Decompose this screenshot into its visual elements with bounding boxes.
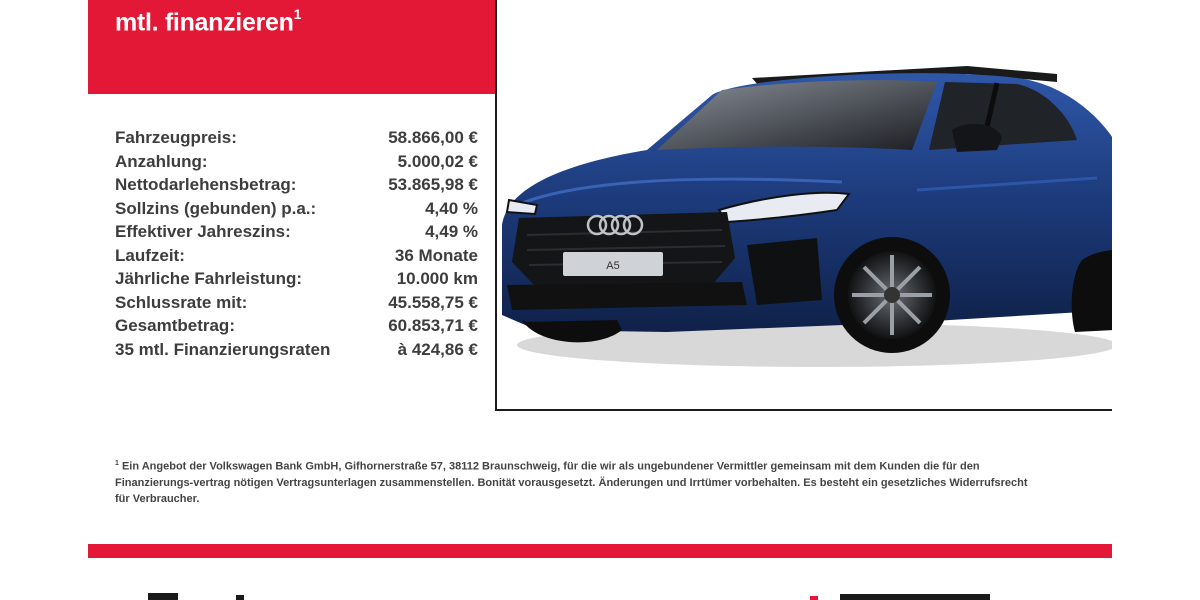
table-row	[115, 175, 478, 199]
row-value: 60.853,71 €	[388, 316, 478, 335]
table-row	[115, 199, 478, 223]
row-value: 4,49 %	[425, 222, 478, 241]
title-text: mtl. finanzieren	[115, 8, 294, 37]
windshield	[657, 80, 937, 150]
car-illustration	[497, 0, 1112, 411]
row-label: Fahrzeugpreis:	[115, 128, 237, 147]
row-value: 53.865,98 €	[388, 175, 478, 194]
row-label: Laufzeit:	[115, 245, 185, 265]
table-row	[115, 269, 478, 293]
footnote	[115, 456, 1035, 507]
row-value: 5.000,02 €	[397, 151, 478, 171]
footnote-text: Ein Angebot der Volkswagen Bank GmbH, Gifhornerstraße 57, 38112 Braunschweig, für die wir als ungebundener Vermittler gemeinsam mit dem Kunden die für den Finanzierungs-vertrag nötigen Vertragsunterlagen zusammenstellen. Bonität vorausgesetzt. Änderungen und Irrtümer vorbehalten. Es besteht ein gesetzliches Widerrufsrecht für Verbraucher.	[115, 460, 1028, 505]
table-row	[115, 222, 478, 246]
table-row	[115, 340, 478, 364]
finance-table	[115, 128, 478, 363]
row-value: 36 Monate	[394, 245, 478, 265]
row-label: Schlussrate mit:	[115, 292, 248, 312]
row-value: 45.558,75 €	[388, 292, 478, 312]
footnote-mark: 1	[115, 460, 119, 467]
row-value: 4,40 %	[425, 198, 478, 218]
header-banner	[88, 0, 495, 94]
table-row	[115, 128, 478, 152]
row-label: Sollzins (gebunden) p.a.:	[115, 198, 317, 218]
car-image-frame	[495, 0, 1112, 411]
row-label: Jährliche Fahrleistung:	[115, 269, 303, 288]
row-label: 35 mtl. Finanzierungsraten	[115, 339, 331, 359]
row-label: Nettodarlehensbetrag:	[115, 175, 297, 194]
partner-logo-icon	[810, 590, 990, 600]
table-row	[115, 246, 478, 270]
table-row	[115, 152, 478, 176]
footnote-mark: 1	[293, 6, 302, 22]
plate-text: A5	[606, 260, 620, 272]
row-label: Gesamtbetrag:	[115, 316, 235, 335]
row-label: Anzahlung:	[115, 151, 208, 171]
row-label: Effektiver Jahreszins:	[115, 222, 291, 241]
page-title	[115, 8, 301, 37]
row-value: 10.000 km	[396, 269, 478, 288]
bottom-accent-bar	[88, 544, 1112, 558]
table-row	[115, 316, 478, 340]
dealer-logo-icon	[140, 590, 260, 600]
row-value: à 424,86 €	[397, 339, 478, 359]
row-value: 58.866,00 €	[388, 128, 478, 147]
table-row	[115, 293, 478, 317]
